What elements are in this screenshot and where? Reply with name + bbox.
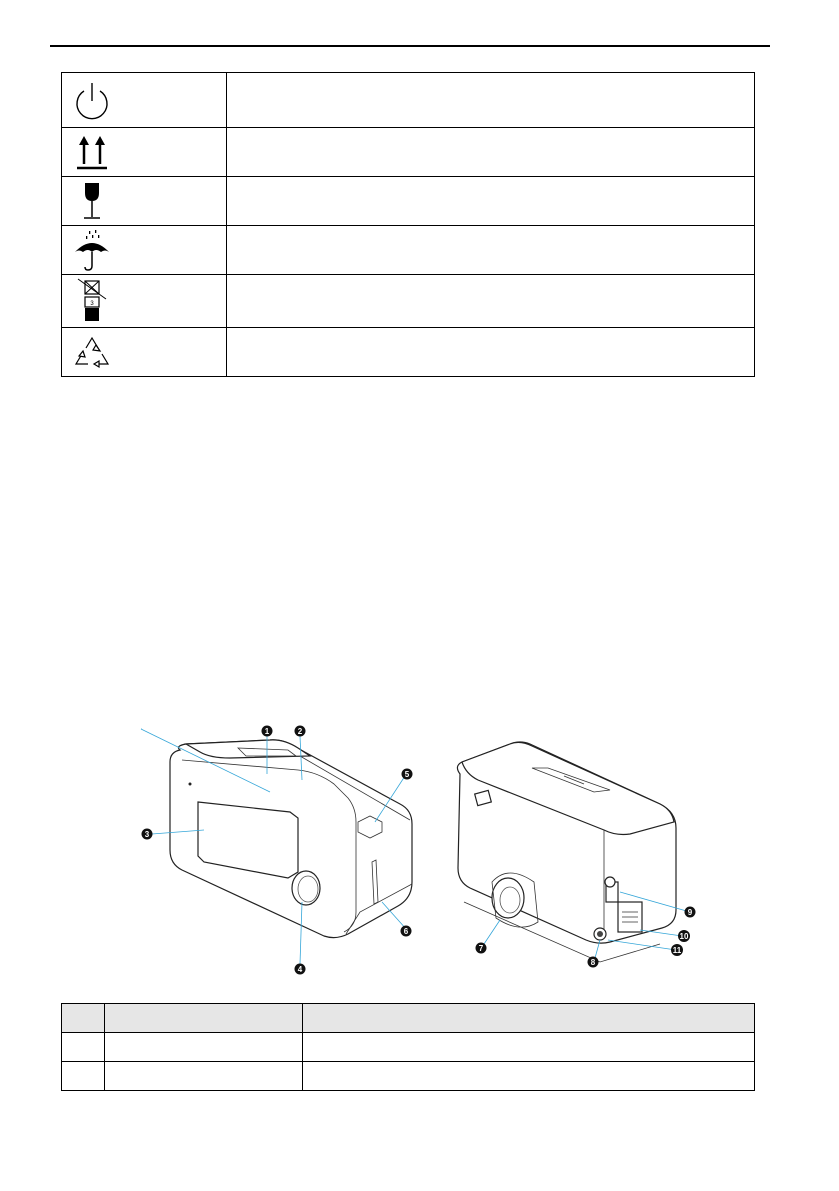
device-front-view	[170, 740, 412, 938]
symbol-description	[227, 128, 755, 177]
svg-text:10: 10	[679, 932, 689, 941]
callout-7	[476, 943, 487, 954]
parts-table	[61, 1003, 755, 1091]
symbol-cell	[62, 128, 227, 177]
symbol-cell	[62, 73, 227, 128]
table-cell	[62, 1062, 105, 1091]
recycle-icon	[62, 330, 122, 374]
symbol-cell	[62, 226, 227, 275]
svg-text:8: 8	[590, 958, 596, 967]
table-cell	[303, 1062, 755, 1091]
column-header-part	[105, 1004, 303, 1033]
symbol-row	[62, 226, 755, 275]
device-illustration	[120, 712, 720, 982]
svg-text:4: 4	[297, 965, 303, 974]
parts-table-header	[62, 1004, 755, 1033]
table-cell	[105, 1062, 303, 1091]
symbol-cell	[62, 177, 227, 226]
symbol-description	[227, 226, 755, 275]
svg-text:1: 1	[264, 727, 270, 736]
symbol-row	[62, 73, 755, 128]
keep-dry-icon	[62, 228, 122, 272]
svg-text:5: 5	[404, 770, 410, 779]
callout-4	[295, 964, 306, 975]
symbol-row	[62, 177, 755, 226]
table-cell	[105, 1033, 303, 1062]
column-header-description	[303, 1004, 755, 1033]
callout-8	[588, 957, 599, 968]
svg-text:6: 6	[403, 927, 409, 936]
callout-11	[671, 944, 683, 956]
symbol-description	[227, 73, 755, 128]
device-rear-view	[457, 742, 676, 962]
column-header-no	[62, 1004, 105, 1033]
symbol-description	[227, 275, 755, 328]
header-rule	[50, 45, 770, 47]
callout-3	[142, 829, 153, 840]
callout-2	[295, 726, 306, 737]
table-row	[62, 1033, 755, 1062]
svg-text:9: 9	[687, 908, 693, 917]
svg-text:2: 2	[297, 727, 303, 736]
symbol-row	[62, 275, 755, 328]
svg-text:7: 7	[478, 944, 484, 953]
this-way-up-icon	[62, 130, 122, 174]
svg-text:3: 3	[90, 301, 94, 307]
fragile-icon	[62, 179, 122, 223]
svg-text:3: 3	[144, 830, 150, 839]
callout-10	[678, 930, 690, 942]
symbol-description	[227, 328, 755, 377]
symbol-row	[62, 128, 755, 177]
symbol-cell	[62, 275, 227, 328]
symbol-row	[62, 328, 755, 377]
stacking-limit-icon	[62, 277, 122, 325]
symbols-table	[61, 72, 755, 377]
callout-5	[402, 769, 413, 780]
table-row	[62, 1062, 755, 1091]
table-cell	[303, 1033, 755, 1062]
svg-text:11: 11	[672, 946, 682, 955]
power-standby-icon	[62, 75, 122, 125]
symbol-cell	[62, 328, 227, 377]
symbol-description	[227, 177, 755, 226]
callout-6	[401, 926, 412, 937]
callout-9	[685, 907, 696, 918]
callout-1	[262, 726, 273, 737]
table-cell	[62, 1033, 105, 1062]
